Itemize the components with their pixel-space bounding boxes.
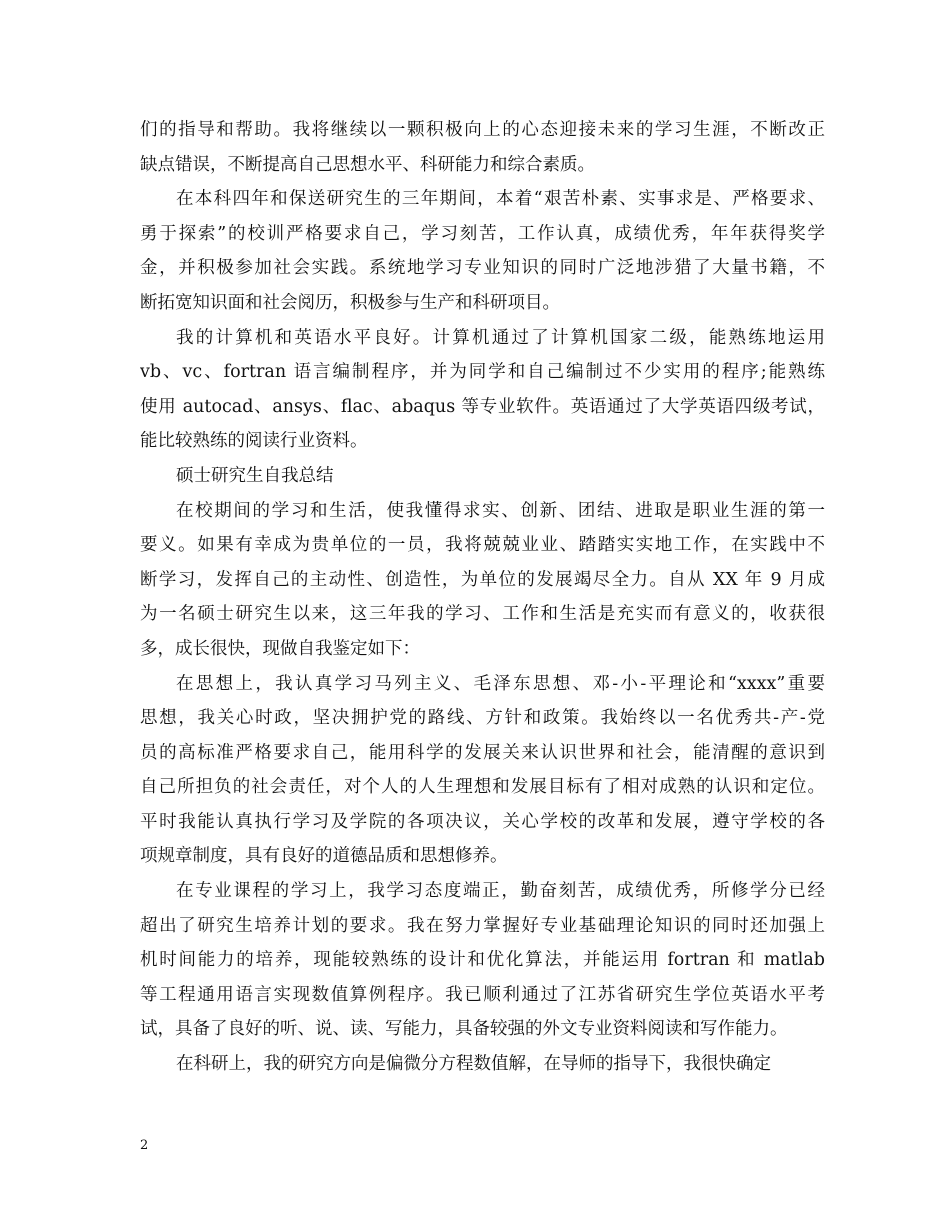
text-line: 员的高标准严格要求自己，能用科学的发展关来认识世界和社会，能清醒的意识到 xyxy=(140,742,825,763)
text-line: 在校期间的学习和生活，使我懂得求实、创新、团结、进取是职业生涯的第一 xyxy=(176,500,825,521)
text-line: 自己所担负的社会责任，对个人的人生理想和发展目标有了相对成熟的认识和定位。 xyxy=(140,777,825,798)
text-line: 项规章制度，具有良好的道德品质和思想修养。 xyxy=(140,846,508,867)
text-line: vb、vc、fortran 语言编制程序，并为同学和自己编制过不少实用的程序;能熟练 xyxy=(140,362,825,383)
text-line: 要义。如果有幸成为贵单位的一员，我将兢兢业业、踏踏实实地工作，在实践中不 xyxy=(140,535,825,556)
text-line: 们的指导和帮助。我将继续以一颗积极向上的心态迎接未来的学习生涯，不断改正 xyxy=(140,120,825,140)
text-line: 在思想上，我认真学习马列主义、毛泽东思想、邓-小-平理论和“xxxx”重要 xyxy=(176,673,825,694)
text-line: 超出了研究生培养计划的要求。我在努力掌握好专业基础理论知识的同时还加强上 xyxy=(140,915,825,936)
text-line: 我的计算机和英语水平良好。计算机通过了计算机国家二级，能熟练地运用 xyxy=(176,327,825,348)
text-line: 使用 autocad、ansys、flac、abaqus 等专业软件。英语通过了大学英语四级考试， xyxy=(140,396,825,417)
text-line: 金，并积极参加社会实践。系统地学习专业知识的同时广泛地涉猎了大量书籍，不 xyxy=(140,258,825,279)
text-line: 在科研上，我的研究方向是偏微分方程数值解，在导师的指导下，我很快确定 xyxy=(176,1054,771,1075)
text-line: 能比较熟练的阅读行业资料。 xyxy=(140,431,368,452)
text-line: 硕士研究生自我总结 xyxy=(176,465,334,486)
text-line: 缺点错误，不断提高自己思想水平、科研能力和综合素质。 xyxy=(140,154,595,175)
text-line: 多，成长很快，现做自我鉴定如下： xyxy=(140,638,420,659)
text-line: 断拓宽知识面和社会阅历，积极参与生产和科研项目。 xyxy=(140,292,560,313)
text-line: 平时我能认真执行学习及学院的各项决议，关心学校的改革和发展，遵守学校的各 xyxy=(140,811,825,832)
document-body xyxy=(140,113,825,1082)
text-line: 断学习，发挥自己的主动性、创造性，为单位的发展竭尽全力。自从 XX 年 9 月成 xyxy=(140,569,825,590)
text-line: 勇于探索”的校训严格要求自己，学习刻苦，工作认真，成绩优秀，年年获得奖学 xyxy=(140,223,825,244)
text-line: 思想，我关心时政，坚决拥护党的路线、方针和政策。我始终以一名优秀共-产-党 xyxy=(140,708,825,729)
text-line: 在专业课程的学习上，我学习态度端正，勤奋刻苦，成绩优秀，所修学分已经 xyxy=(176,881,825,902)
text-line: 等工程通用语言实现数值算例程序。我已顺利通过了江苏省研究生学位英语水平考 xyxy=(140,984,825,1005)
page-number: 2 xyxy=(140,1138,149,1153)
text-line: 为一名硕士研究生以来，这三年我的学习、工作和生活是充实而有意义的，收获很 xyxy=(140,604,825,625)
text-line: 试，具备了良好的听、说、读、写能力，具备较强的外文专业资料阅读和写作能力。 xyxy=(140,1019,788,1040)
text-line: 机时间能力的培养，现能较熟练的设计和优化算法，并能运用 fortran 和 matlab xyxy=(140,950,825,971)
text-line: 在本科四年和保送研究生的三年期间，本着“艰苦朴素、实事求是、严格要求、 xyxy=(176,189,825,210)
